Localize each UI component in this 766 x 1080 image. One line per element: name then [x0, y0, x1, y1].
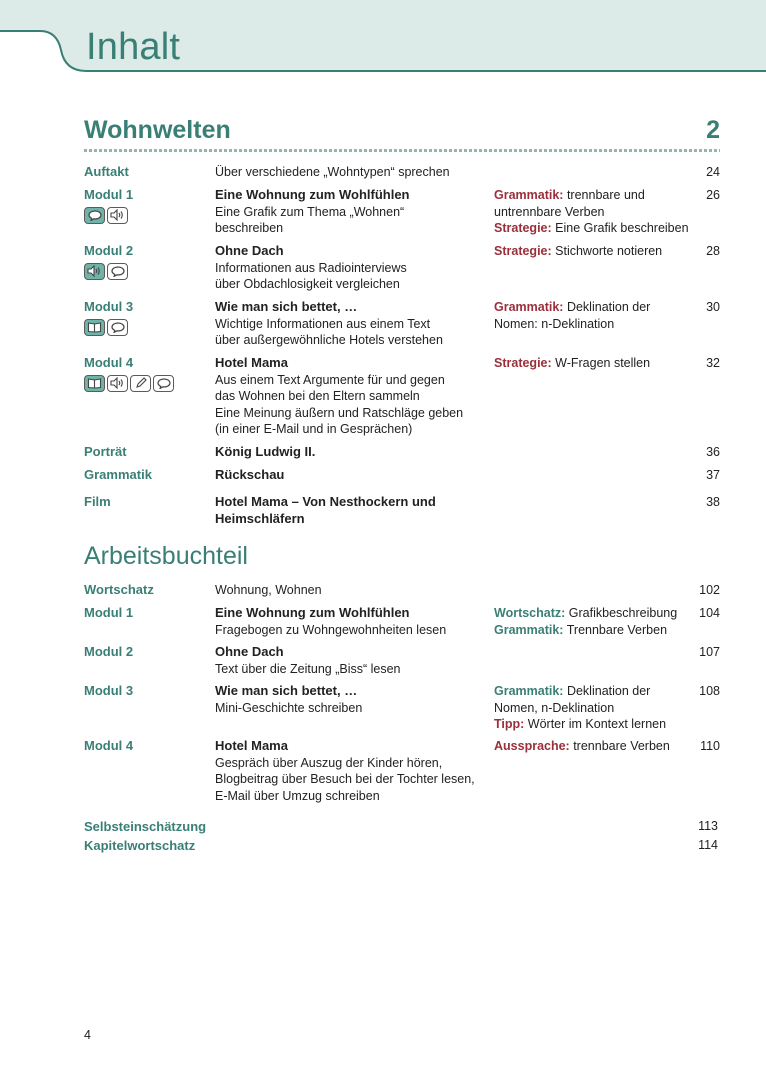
toc-row-label: [84, 444, 212, 461]
toc-row-content: [215, 299, 490, 349]
toc-row-label-text: Modul 2: [84, 243, 134, 258]
toc-row-content: [215, 187, 490, 237]
topic-note-key: Grammatik:: [494, 300, 564, 314]
speaker-icon: [107, 207, 128, 224]
toc-row-label-text: Modul 4: [84, 738, 134, 753]
topic-note-line: [494, 204, 694, 221]
topic-note-key: Wortschatz:: [494, 606, 566, 620]
toc-row-page: 36: [706, 445, 720, 459]
toc-row-description: Mini-Geschichte schreiben: [215, 700, 363, 715]
topic-note-line: [494, 738, 694, 755]
topic-note-line: [494, 700, 694, 717]
toc-row-content: [215, 467, 490, 484]
topic-note-text: untrennbare Verben: [494, 204, 605, 219]
skill-icons: [84, 319, 212, 336]
toc-row-description: beschreiben: [215, 221, 284, 235]
section-title: Wohnwelten: [84, 116, 231, 144]
toc-row-content: [215, 738, 490, 804]
toc-row-label: [84, 299, 212, 336]
topic-note-key: Grammatik:: [494, 622, 564, 637]
toc-row-label-text: Modul 4: [84, 355, 134, 370]
topic-note-line: [494, 716, 694, 733]
topic-note-text: Deklination der: [563, 684, 651, 698]
toc-row-label-text: Modul 2: [84, 644, 134, 659]
toc-footer-page: 114: [698, 838, 718, 852]
toc-row-label-text: Grammatik: [84, 467, 152, 482]
toc-row-description: über außergewöhnliche Hotels verstehen: [215, 333, 443, 347]
toc-row-title: Ohne Dach: [215, 243, 284, 258]
toc-row-description: Blogbeitrag über Besuch bei der Tochter lesen,: [215, 772, 475, 786]
topic-note-key: Strategie:: [494, 221, 552, 235]
toc-row-page: 26: [706, 188, 720, 202]
topic-note-key: Strategie:: [494, 356, 552, 370]
toc-row-label-text: Auftakt: [84, 164, 129, 179]
topic-note-text: Stichworte notieren: [551, 244, 663, 258]
topic-note-line: [494, 220, 694, 237]
toc-row-label: [84, 683, 212, 700]
topic-note-text: Eine Grafik beschreiben: [551, 221, 689, 235]
skill-icons: [84, 375, 212, 392]
topic-note-key: Strategie:: [494, 244, 552, 258]
toc-row-content: [215, 683, 490, 716]
skill-icons: [84, 263, 212, 280]
toc-row-label: [84, 582, 212, 599]
topic-notes: [494, 738, 694, 755]
toc-row-page: 102: [699, 583, 720, 597]
toc-row-title: Wie man sich bettet, …: [215, 299, 358, 314]
toc-row-content: [215, 444, 490, 461]
toc-row-label-text: Modul 3: [84, 299, 134, 314]
toc-row-description: E-Mail über Umzug schreiben: [215, 788, 380, 803]
toc-row-title: Rückschau: [215, 467, 285, 482]
speech-bubble-icon: [107, 319, 128, 336]
section-arbeitsbuchteil: [84, 542, 720, 571]
toc-row-description: Über verschiedene „Wohntypen“ sprechen: [215, 165, 450, 179]
toc-row-page: 30: [706, 300, 720, 314]
topic-note-key: Grammatik:: [494, 188, 564, 202]
pencil-icon: [130, 375, 151, 392]
toc-row-page: 108: [699, 684, 720, 698]
toc-row-page: 37: [706, 468, 720, 482]
toc-row-description: Fragebogen zu Wohngewohnheiten lesen: [215, 622, 447, 637]
toc-row-page: 32: [706, 356, 720, 370]
toc-row-title: Eine Wohnung zum Wohlfühlen: [215, 605, 410, 620]
topic-notes: [494, 683, 694, 733]
topic-note-line: [494, 622, 694, 639]
book-icon: [84, 319, 105, 336]
toc-row-label: [84, 738, 212, 755]
dotted-divider: [84, 149, 720, 152]
toc-row-label-text: Film: [84, 494, 111, 509]
topic-notes: [494, 299, 694, 332]
toc-row-label-text: Modul 1: [84, 187, 134, 202]
topic-note-text: W-Fragen stellen: [551, 356, 651, 370]
toc-footer-label[interactable]: Kapitelwortschatz: [84, 838, 196, 853]
topic-notes: [494, 187, 694, 237]
topic-note-text: Wörter im Kontext lernen: [524, 717, 667, 731]
toc-row-title: Hotel Mama – Von Nesthockern und Heimschläfern: [215, 494, 436, 526]
topic-notes: [494, 605, 694, 638]
toc-row-description: Eine Grafik zum Thema „Wohnen“: [215, 204, 405, 219]
speech-bubble-icon: [153, 375, 174, 392]
skill-icons: [84, 207, 212, 224]
toc-row-label: [84, 644, 212, 661]
toc-row-label: [84, 605, 212, 622]
toc-row-description: Wichtige Informationen aus einem Text: [215, 316, 431, 331]
toc-row-description: Wohnung, Wohnen: [215, 583, 322, 597]
topic-note-text: Trennbare Verben: [563, 622, 668, 637]
toc-row-description: über Obdachlosigkeit vergleichen: [215, 277, 400, 291]
toc-row-content: [215, 494, 490, 527]
toc-row-page: 110: [700, 739, 720, 753]
toc-row-label-text: Modul 3: [84, 683, 134, 698]
toc-row-description: Text über die Zeitung „Biss“ lesen: [215, 661, 401, 676]
topic-note-text: Deklination der: [563, 300, 651, 314]
topic-note-text: Grafikbeschreibung: [565, 606, 678, 620]
toc-row-title: Eine Wohnung zum Wohlfühlen: [215, 187, 410, 202]
toc-row-description: (in einer E-Mail und in Gesprächen): [215, 422, 413, 436]
toc-row-label-text: Wortschatz: [84, 582, 154, 597]
speaker-icon: [107, 375, 128, 392]
toc-row-label: [84, 467, 212, 484]
topic-note-line: [494, 243, 694, 260]
section-number: 2: [706, 116, 720, 144]
topic-note-text: trennbare und: [563, 188, 645, 202]
toc-row-page: 107: [699, 645, 720, 659]
toc-row-content: [215, 644, 490, 677]
topic-note-text: Nomen, n-Deklination: [494, 700, 615, 715]
toc-row-description: Gespräch über Auszug der Kinder hören,: [215, 755, 443, 770]
toc-footer-page: 113: [698, 819, 718, 833]
toc-row-content: [215, 355, 490, 438]
toc-row-content: [215, 243, 490, 293]
toc-row-description: Aus einem Text Argumente für und gegen: [215, 372, 445, 387]
topic-note-line: [494, 355, 694, 372]
toc-footer-label[interactable]: Selbsteinschätzung: [84, 819, 207, 834]
page-title: Inhalt: [86, 26, 181, 68]
toc-row-label: [84, 243, 212, 280]
topic-note-text: Nomen: n-Deklination: [494, 316, 615, 331]
toc-row-label: [84, 355, 212, 392]
toc-row-title: Wie man sich bettet, …: [215, 683, 358, 698]
speech-bubble-icon: [107, 263, 128, 280]
topic-note-key: Aussprache:: [494, 739, 570, 753]
book-icon: [84, 375, 105, 392]
toc-row-page: 38: [706, 495, 720, 509]
topic-note-key: Grammatik:: [494, 684, 564, 698]
toc-row-page: 28: [706, 244, 720, 258]
toc-row-label: [84, 494, 212, 511]
topic-note-text: trennbare Verben: [569, 739, 670, 753]
speaker-icon: [84, 263, 105, 280]
topic-notes: [494, 243, 694, 260]
page-number: 4: [84, 1028, 91, 1042]
topic-note-line: [494, 605, 694, 622]
section-title: Arbeitsbuchteil: [84, 542, 248, 570]
toc-row-description: Eine Meinung äußern und Ratschläge geben: [215, 405, 464, 420]
section-wohnwelten: [84, 116, 720, 152]
header-band: [0, 0, 766, 78]
toc-row-label-text: Modul 1: [84, 605, 134, 620]
toc-row-description: Informationen aus Radiointerviews: [215, 260, 407, 275]
toc-row-title: Hotel Mama: [215, 738, 288, 753]
topic-notes: [494, 355, 694, 372]
toc-row-label: [84, 187, 212, 224]
toc-row-content: [215, 605, 490, 638]
toc-row-label-text: Porträt: [84, 444, 127, 459]
toc-row-title: König Ludwig II.: [215, 444, 316, 459]
speech-bubble-icon: [84, 207, 105, 224]
toc-row-description: das Wohnen bei den Eltern sammeln: [215, 389, 420, 403]
toc-row-content: [215, 582, 490, 599]
topic-note-key: Tipp:: [494, 717, 525, 731]
toc-row-label: [84, 164, 212, 181]
toc-row-content: [215, 164, 490, 181]
toc-row-title: Hotel Mama: [215, 355, 288, 370]
topic-note-line: [494, 187, 694, 204]
topic-note-line: [494, 683, 694, 700]
toc-row-title: Ohne Dach: [215, 644, 284, 659]
topic-note-line: [494, 316, 694, 333]
topic-note-line: [494, 299, 694, 316]
toc-row-page: 104: [699, 606, 720, 620]
toc-row-page: 24: [706, 165, 720, 179]
